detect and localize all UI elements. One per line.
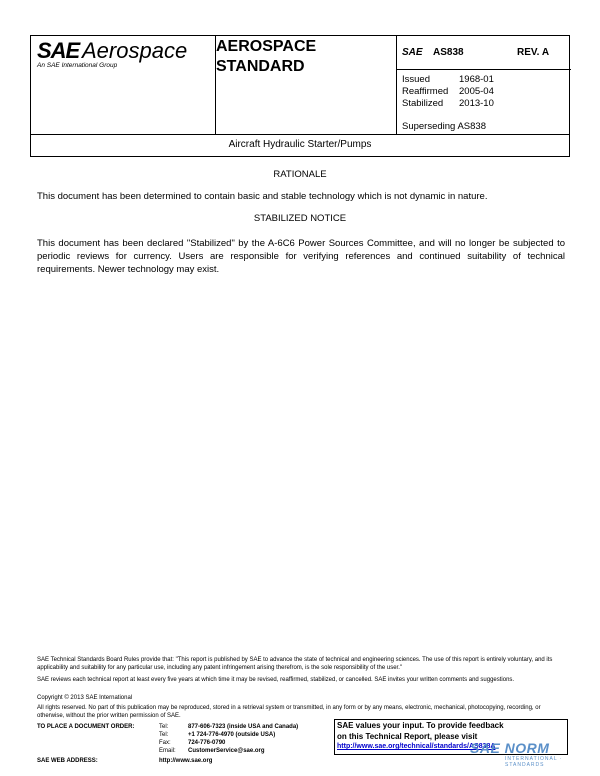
order-label: TO PLACE A DOCUMENT ORDER:	[37, 724, 135, 730]
rights-text: All rights reserved. No part of this publication may be reproduced, stored in a retrieval system or transmitted, in any form or by any means, electronic, mechanical, photocopying, recording, or otherwise, without the prior written permission of SAE.	[37, 705, 541, 719]
feedback-link[interactable]: http://www.sae.org/technical/standards/AS838A	[337, 743, 496, 750]
logo-sae: SAE	[37, 38, 80, 63]
stabilized-text: This document has been declared "Stabilized" by the A-6C6 Power Sources Committee, and will no longer be subjected to periodic reviews for currency. Users are responsible for verifying references and continued suitability of technical requirements. Newer technology may exist.	[37, 238, 565, 275]
sae-mark: SAE	[402, 47, 423, 58]
stabilized-value: 2013-10	[459, 98, 494, 109]
stabilized-label: Stabilized	[402, 98, 444, 109]
superseding: Superseding AS838	[402, 121, 486, 132]
web-link[interactable]: http://www.sae.org	[159, 758, 213, 764]
copyright: Copyright © 2013 SAE International	[37, 695, 133, 701]
feedback-line1: SAE values your input. To provide feedback	[337, 721, 504, 730]
doc-number: AS838	[433, 47, 464, 58]
logo-aerospace: Aerospace	[82, 38, 188, 63]
watermark-logo: SAE NORM	[470, 740, 550, 756]
revision: REV. A	[517, 47, 550, 58]
watermark-sub: INTERNATIONAL · STANDARDS	[505, 756, 563, 768]
review-text: SAE reviews each technical report at least every five years at which time it may be revised, reaffirmed, stabilized, or cancelled. SAE invites your written comments and suggestions.	[37, 677, 515, 683]
tel-label: Tel:	[159, 724, 169, 730]
standard-title-line2: STANDARD	[216, 58, 305, 75]
tel2-label: Tel:	[159, 732, 169, 738]
web-label: SAE WEB ADDRESS:	[37, 758, 98, 764]
rationale-text: This document has been determined to contain basic and stable technology which is not dynamic in nature.	[37, 191, 488, 202]
email-label: Email:	[159, 748, 176, 754]
tel-value: 877-606-7323 (inside USA and Canada)	[188, 724, 299, 730]
reaffirmed-label: Reaffirmed	[402, 86, 449, 97]
rationale-heading: RATIONALE	[273, 169, 327, 180]
header-divider-3	[396, 69, 571, 70]
issued-label: Issued	[402, 74, 430, 85]
fax-label: Fax:	[159, 740, 171, 746]
header-divider-2	[396, 36, 397, 135]
stabilized-heading: STABILIZED NOTICE	[253, 213, 347, 224]
logo-subtitle: An SAE International Group	[37, 62, 118, 69]
document-title: Aircraft Hydraulic Starter/Pumps	[228, 139, 372, 150]
reaffirmed-value: 2005-04	[459, 86, 494, 97]
issued-value: 1968-01	[459, 74, 494, 85]
fax-value: 724-776-0790	[188, 740, 226, 746]
tel2-value: +1 724-776-4970 (outside USA)	[188, 732, 276, 738]
policy-text: SAE Technical Standards Board Rules provide that: "This report is published by SAE to advance the state of technical and engineering sciences. The use of this report is entirely voluntary, and its applicability and suitability for any particular use, including any patent infringement arising therefrom, is the sole responsibility of the user."	[37, 657, 553, 671]
email-value[interactable]: CustomerService@sae.org	[188, 748, 265, 754]
standard-title-line1: AEROSPACE	[216, 38, 317, 55]
feedback-line2: on this Technical Report, please visit	[337, 732, 478, 741]
